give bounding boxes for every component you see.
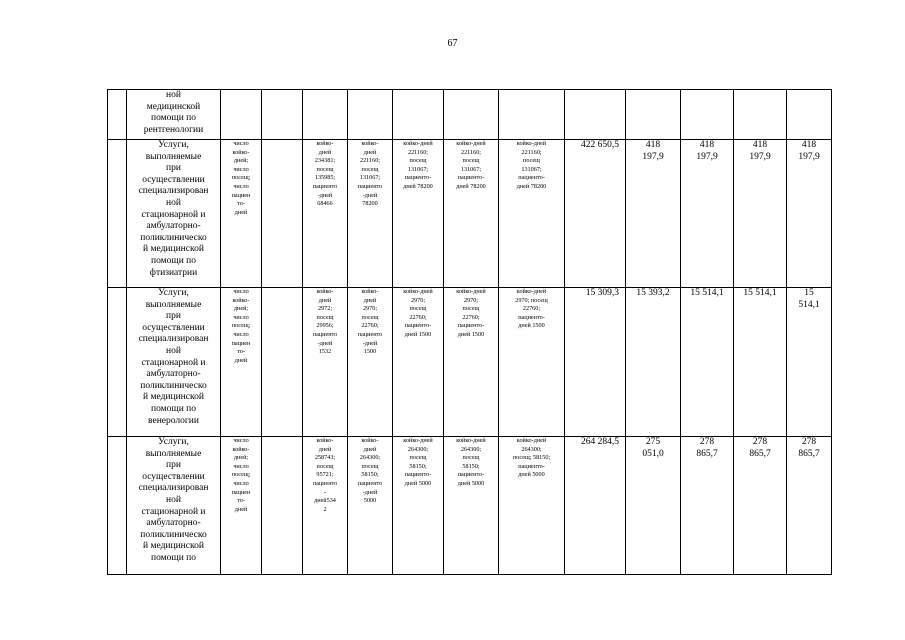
value5-cell [787,90,832,140]
col8-cell: койко-дней 264300; посещ; 58150; пациенто- дней 5000 [499,437,565,575]
value5-cell: 15 514,1 [787,288,832,437]
col6-cell: койко-дней 264300; посещ 58150; пациенто- дней 5000 [393,437,444,575]
table-row [108,90,832,140]
row-index-cell [108,288,127,437]
value3-cell [681,90,734,140]
col4-cell: койко- дней 234381; посещ 135985; пациенто -дней 68466 [303,140,348,288]
col5-cell: койко- дней 264300; посещ 58150; пациенто -дней 5000 [348,437,393,575]
col5-cell: койко- дней 221160; посещ 131067; пациенто -дней 78200 [348,140,393,288]
value5-cell: 278 865,7 [787,437,832,575]
value4-cell [734,90,787,140]
col3-cell [262,437,303,575]
service-name-cell: Услуги, выполняемые при осуществлении специализирован ной стационарной и амбулаторно- поликлиническо й медицинской помощи по [127,437,221,575]
unit-cell: число койко- дней; число посещ; число пациен то- дней [221,437,262,575]
col4-cell: койко- дней 258743; посещ 95721; пациенто - дней534 2 [303,437,348,575]
unit-cell [221,90,262,140]
services-table [107,89,832,575]
service-name-cell: ной медицинской помощи по рентгенологии [127,90,221,140]
col3-cell [262,288,303,437]
value1-cell: 422 650,5 [565,140,626,288]
unit-cell: число койко- дней; число посещ; число пациен то- дней [221,288,262,437]
value2-cell: 15 393,2 [626,288,681,437]
value4-cell: 278 865,7 [734,437,787,575]
value3-cell: 15 514,1 [681,288,734,437]
value3-cell: 418 197,9 [681,140,734,288]
value1-cell [565,90,626,140]
row-index-cell [108,437,127,575]
row-index-cell [108,90,127,140]
service-name-cell: Услуги, выполняемые при осуществлении специализирован ной стационарной и амбулаторно- поликлиническо й медицинской помощи по венерологии [127,288,221,437]
service-name-cell: Услуги, выполняемые при осуществлении специализирован ной стационарной и амбулаторно- поликлиническо й медицинской помощи по фтизиатрии [127,140,221,288]
value4-cell: 15 514,1 [734,288,787,437]
col6-cell: койко-дней 221160; посещ 131067; пациенто- дней 78200 [393,140,444,288]
col6-cell [393,90,444,140]
value5-cell: 418 197,9 [787,140,832,288]
table-row [108,140,832,288]
value2-cell: 275 051,0 [626,437,681,575]
row-index-cell [108,140,127,288]
unit-cell: число койко- дней; число посещ; число пациен то- дней [221,140,262,288]
value3-cell: 278 865,7 [681,437,734,575]
table-row [108,437,832,575]
col5-cell [348,90,393,140]
value2-cell: 418 197,9 [626,140,681,288]
value2-cell [626,90,681,140]
col8-cell: койко-дней 221160; посещ 131067; пациенто- дней 78200 [499,140,565,288]
col8-cell [499,90,565,140]
col7-cell: койко-дней 2970; посещ 22760; пациенто- дней 1500 [444,288,499,437]
value1-cell: 264 284,5 [565,437,626,575]
col7-cell: койко-дней 264300; посещ 58150; пациенто- дней 5000 [444,437,499,575]
col5-cell: койко- дней 2970; посещ 22760; пациенто -дней 1500 [348,288,393,437]
col3-cell [262,140,303,288]
value1-cell: 15 309,3 [565,288,626,437]
value4-cell: 418 197,9 [734,140,787,288]
col4-cell: койко- дней 2972; посещ 29956; пациенто -дней 1532 [303,288,348,437]
col6-cell: койко-дней 2970; посещ 22760; пациенто- дней 1500 [393,288,444,437]
page-number: 67 [447,38,458,49]
col7-cell: койко-дней 221160; посещ 131067; пациенто- дней 78200 [444,140,499,288]
col8-cell: койко-дней 2970; посещ 22760; пациенто- дней 1500 [499,288,565,437]
col7-cell [444,90,499,140]
col3-cell [262,90,303,140]
table-row [108,288,832,437]
col4-cell [303,90,348,140]
